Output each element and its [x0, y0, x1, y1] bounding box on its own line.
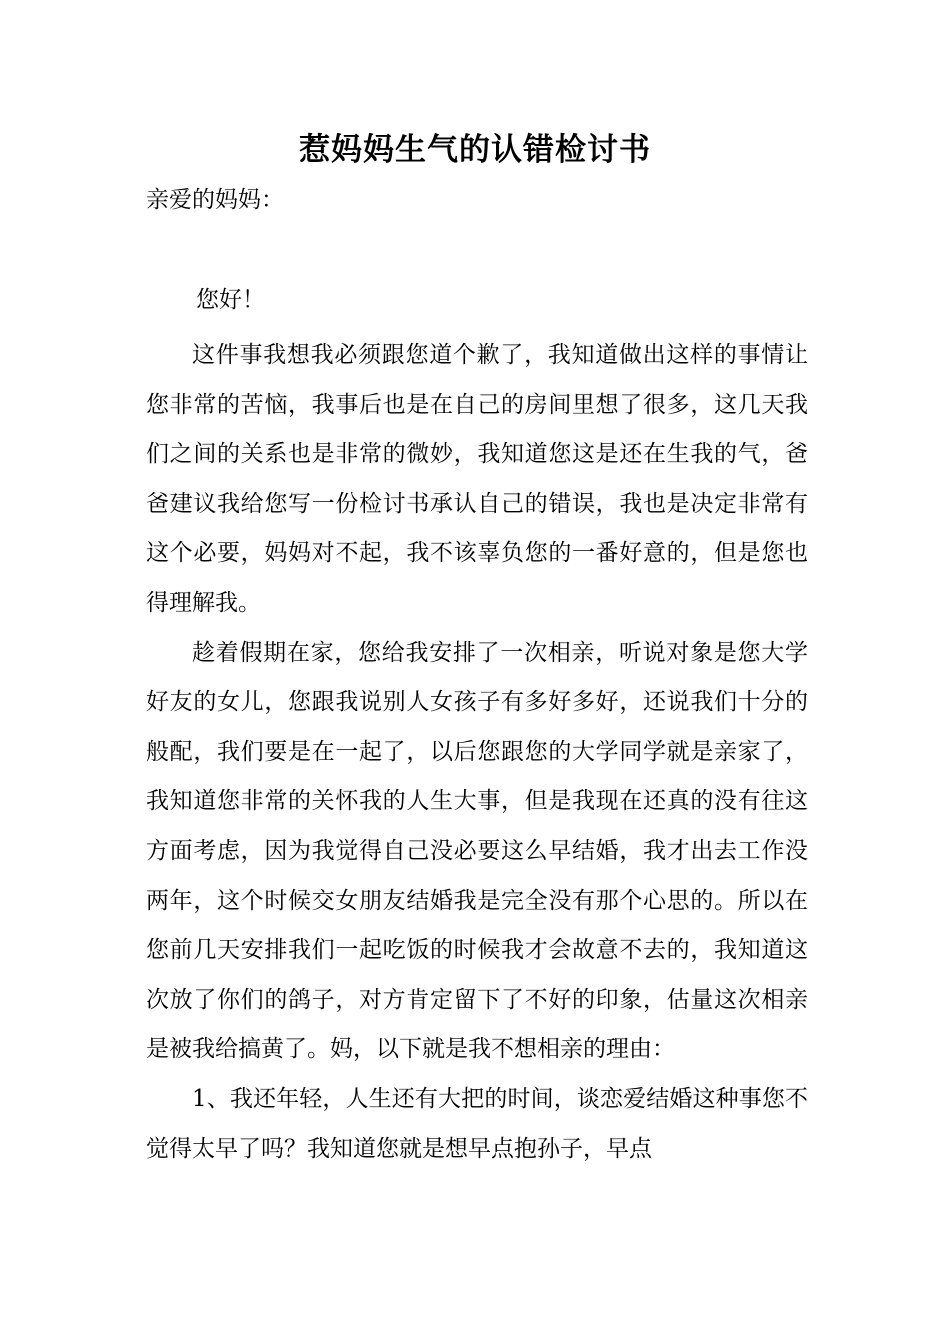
paragraph-blind-date: 趁着假期在家，您给我安排了一次相亲，听说对象是您大学好友的女儿，您跟我说别人女孩子有多好多好，还说我们十分的般配，我们要是在一起了，以后您跟您的大学同学就是亲家了，我知道您非常的关怀我的人生大事，但是我现在还真的没有往这方面考虑，因为我觉得自己没必要这么早结婚，我才出去工作没两年，这个时候交女朋友结婚我是完全没有那个心思的。所以在您前几天安排我们一起吃饭的时候我才会故意不去的，我知道这次放了你们的鸽子，对方肯定留下了不好的印象，估量这次相亲是被我给搞黄了。妈，以下就是我不想相亲的理由： — [146, 639, 808, 1063]
document-body — [146, 331, 808, 1174]
greeting: 您好！ — [196, 287, 265, 313]
paragraph-reason-1: 1、我还年轻，人生还有大把的时间，谈恋爱结婚这种事您不觉得太早了吗？我知道您就是想早点抱孙子，早点 — [146, 1085, 808, 1162]
paragraph-apology: 这件事我想我必须跟您道个歉了，我知道做出这样的事情让您非常的苦恼，我事后也是在自己的房间里想了很多，这几天我们之间的关系也是非常的微妙，我知道您这是还在生我的气，爸爸建议我给您写一份检讨书承认自己的错误，我也是决定非常有这个必要，妈妈对不起，我不该辜负您的一番好意的，但是您也得理解我。 — [146, 342, 808, 616]
salutation: 亲爱的妈妈： — [146, 187, 284, 213]
document-title: 惹妈妈生气的认错检讨书 — [299, 132, 651, 168]
